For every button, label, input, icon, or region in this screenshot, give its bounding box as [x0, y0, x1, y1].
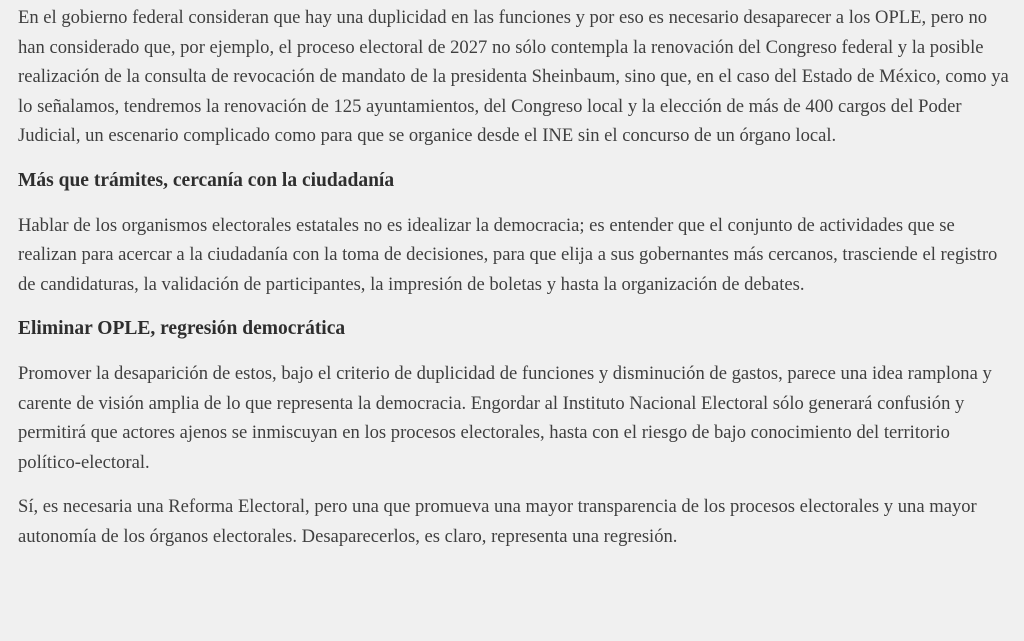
paragraph-organismos-estatales: Hablar de los organismos electorales estatales no es idealizar la democracia; es entender que el conjunto de actividades que se realizan para acercar a la ciudadanía con la toma de decisiones, para que elija a sus gobernantes más cercanos, trasciende el registro de candidaturas, la validación de participantes, la impresión de boletas y hasta la organización de debates.: [18, 214, 998, 295]
subheading-cercania-ciudadania: Más que trámites, cercanía con la ciudadanía: [18, 169, 395, 191]
paragraph-reforma-electoral: Sí, es necesaria una Reforma Electoral, pero una que promueva una mayor transparencia de los procesos electorales y una mayor autonomía de los órganos electorales. Desaparecerlos, es claro, representa una regresión.: [18, 496, 977, 547]
paragraph-ople-duplicity: En el gobierno federal consideran que hay una duplicidad en las funciones y por eso es necesario desaparecer a los OPLE, pero no han considerado que, por ejemplo, el proceso electoral de 2027 no sólo contempla la renovación del Congreso federal y la posible realización de la consulta de revocación de mandato de la presidenta Sheinbaum, sino que, en el caso del Estado de México, como ya lo señalamos, tendremos la renovación de 125 ayuntamientos, del Congreso local y la elección de más de 400 cargos del Poder Judicial, un escenario complicado como para que se organice desde el INE sin el concurso de un órgano local.: [18, 7, 1009, 147]
paragraph-desaparicion: Promover la desaparición de estos, bajo el criterio de duplicidad de funciones y disminución de gastos, parece una idea ramplona y carente de visión amplia de lo que representa la democracia. Engordar al Instituto Nacional Electoral sólo generará confusión y permitirá que actores ajenos se inmiscuyan en los procesos electorales, hasta con el riesgo de bajo conocimiento del territorio político-electoral.: [18, 362, 992, 473]
subheading-eliminar-ople: Eliminar OPLE, regresión democrática: [18, 318, 346, 340]
